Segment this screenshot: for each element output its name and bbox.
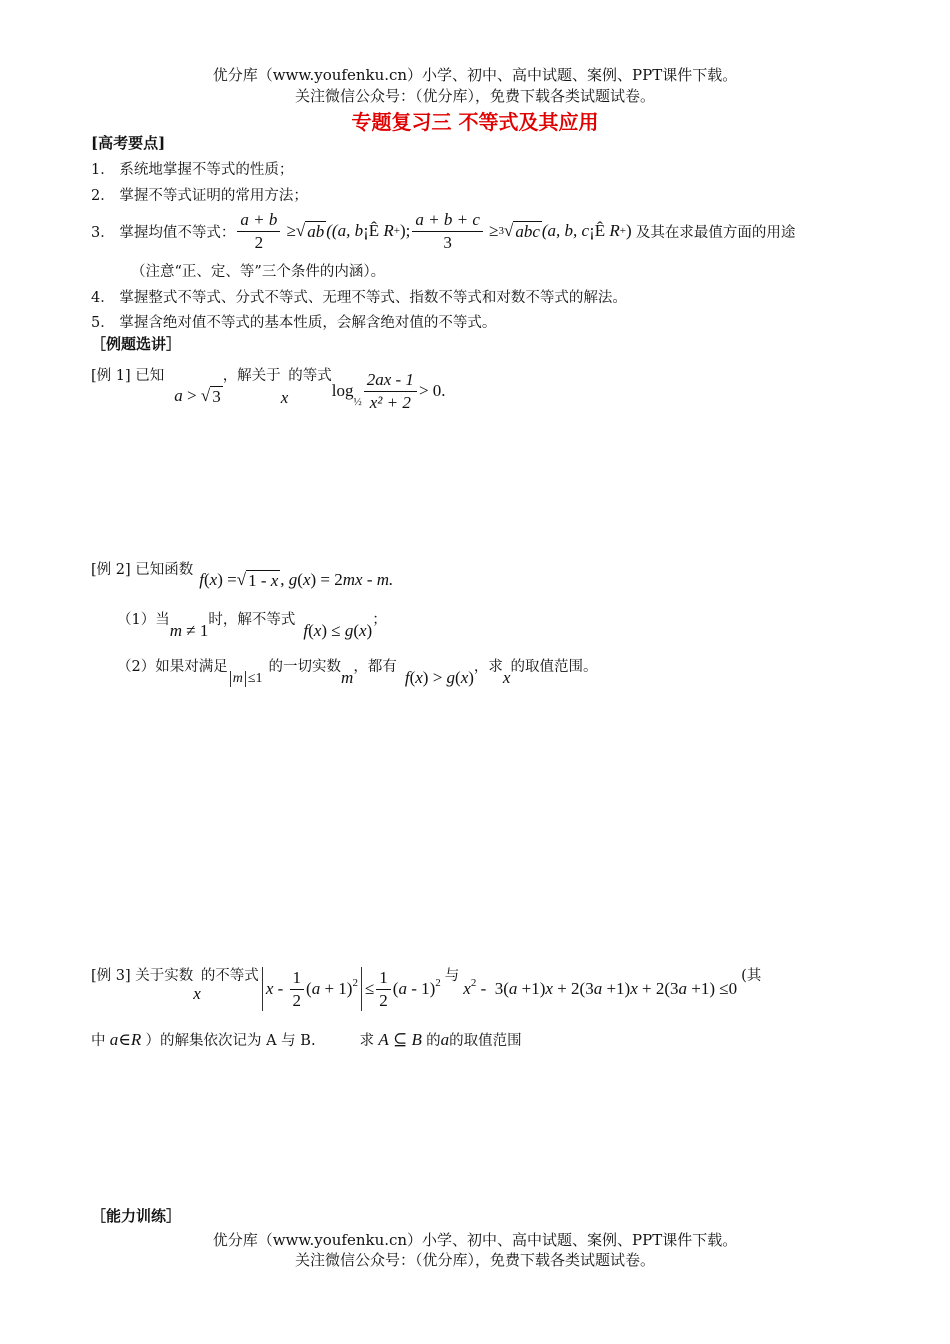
point-3-label: 3． 掌握均值不等式：: [91, 224, 236, 241]
header-line-1: 优分库（www.youfenku.cn）小学、初中、高中试题、案例、PPT课件下载。: [212, 66, 738, 84]
example-2: [例 2] 已知函数 f ( x ) =√ 1 - x , g ( x ) = 2 mx - m.: [91, 558, 393, 590]
example-3-yu: 与: [444, 968, 460, 984]
example-3-line2-a: 中: [91, 1033, 106, 1049]
point-5: 5． 掌握含绝对值不等式的基本性质，会解含绝对值的不等式。: [91, 315, 497, 331]
example-3-line2-b: ）的解集依次记为 A 与 B.: [145, 1033, 316, 1049]
formula-am-gm-2: $\frac{a + b}{2}$: [237, 209, 280, 254]
point-2: 2． 掌握不等式证明的常用方法；: [91, 188, 308, 204]
example-2-q2-a: （2）如果对满足: [117, 659, 228, 675]
formula-am-gm-3: $\frac{a + b + c}{3}$: [412, 209, 483, 254]
footer-line-2: 关注微信公众号：（优分库），免费下载各类试题试卷。: [294, 1251, 655, 1269]
page-title: 专题复习三 不等式及其应用: [351, 110, 599, 134]
point-3-note: （注意“正、定、等”三个条件的内涵）。: [131, 264, 386, 280]
example-3-half-1: $\frac{1}{2}$: [290, 967, 305, 1012]
example-3-label: [例 3] 关于实数: [91, 968, 194, 984]
example-2-label: [例 2] 已知函数: [91, 562, 194, 578]
example-1-label: [例 1] 已知: [91, 368, 165, 384]
section-examples: ［例题选讲］: [91, 335, 182, 353]
example-1-mid: ，解关于: [222, 368, 281, 384]
example-1: [例 1] 已知 a > √ 3 ，解关于 x 的等式 log ½ $\frac{2ax - 1}{\text{x² + 2}}$ > 0.: [91, 364, 446, 418]
point-4: 4． 掌握整式不等式、分式不等式、无理不等式、指数不等式和对数不等式的解法。: [91, 290, 627, 306]
section-training: ［能力训练］: [91, 1207, 182, 1225]
point-1: 1． 系统地掌握不等式的性质；: [91, 162, 294, 178]
example-2-q2: （2）如果对满足 m ≤1 的一切实数 m ，都有 f ( x ) > g ( x ) ，求 x 的取值范围。: [117, 655, 597, 689]
example-2-q1-a: （1）当: [117, 612, 170, 628]
example-3-line-2: 中 a ∈ R ）的解集依次记为 A 与 B. 求 A ⊆ B 的 a 的取值范围: [91, 1029, 522, 1049]
point-3-tail: 及其在求最值方面的用途: [635, 224, 796, 241]
example-3-line2-c: 求: [359, 1033, 375, 1049]
example-3-qi: (其: [741, 968, 762, 984]
header-line-2: 关注微信公众号：（优分库），免费下载各类试题试卷。: [294, 87, 655, 105]
point-3: 3． 掌握均值不等式： $\frac{a + b}{2}$ ≥ √ ab ((a, b ¡Ê R + ); $\frac{a + b + c}{3}$ ≥ 3 √ abc (a, b, c ¡Ê R + ) 及其在求最值方面的用途: [91, 209, 796, 252]
example-3-line2-e: 的取值范围: [449, 1033, 522, 1049]
footer-line-1: 优分库（www.youfenku.cn）小学、初中、高中试题、案例、PPT课件下载。: [212, 1231, 738, 1249]
example-2-q1-end: ；: [372, 612, 387, 628]
example-1-tail: 的等式: [288, 368, 332, 384]
example-3: [例 3] 关于实数 x 的不等式 x - $\frac{1}{2}$ ( a + 1) 2 ≤ $\frac{1}{2}$ ( a - 1) 2 与 x 2 - 3( a +1) x + 2(3 a +1) x + 2(3 a +1) ≤0 (其: [91, 964, 761, 1014]
example-2-q2-b: 的一切实数: [268, 659, 342, 675]
example-2-q1-b: 时，解不等式: [208, 612, 296, 628]
example-2-q2-e: 的取值范围。: [510, 659, 598, 675]
example-2-q2-c: ，都有: [353, 659, 397, 675]
example-2-q1: （1）当 m ≠ 1 时，解不等式 f ( x ) ≤ g ( x ) ；: [117, 608, 387, 642]
section-gaokao: [高考要点]: [91, 134, 166, 152]
example-3-half-2: $\frac{1}{2}$: [376, 967, 391, 1012]
example-3-a: 的不等式: [200, 968, 259, 984]
example-1-fraction: $\frac{2ax - 1}{\text{x² + 2}}$: [364, 369, 417, 414]
example-2-q2-d: ，求: [473, 659, 503, 675]
example-3-line2-d: 的: [426, 1033, 441, 1049]
